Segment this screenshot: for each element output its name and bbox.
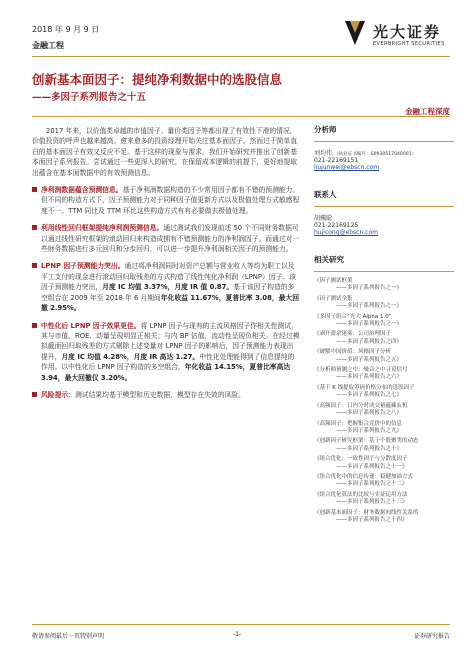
footer-divider [32,624,450,625]
related-item-title: 《破解中国价值：风格因子分析 [314,349,392,356]
bullet-item [32,390,300,400]
related-item-title: 《因子测试全集 [314,295,353,302]
sidebar-divider [314,141,454,142]
related-item[interactable] [314,474,454,489]
related-item-title: 《高频因子：日内分时成交量蕴藏玄机 [314,402,408,409]
related-item-series: ——多因子系列报告之十二》 [336,481,408,488]
footer-disclaimer: 敬请参阅最后一页特别声明 [32,633,105,640]
bullet-lead: 利用线性回归框架提纯净利润预测信息。 [41,224,164,233]
related-item-series: ——多因子系列报告之七》 [336,392,403,399]
related-item[interactable] [314,367,454,382]
related-item[interactable] [314,349,454,364]
bullet-text: 基于净利润数据构造的不少常用因子都有不错的预测能力。但不同的构造方式下，因子预测能力对于同种因子值更新方式以及极值处理方式敏感程度不一。TTM 同比及 TTM 环比这些构造方式有有必要做去极值处理。 [41,186,300,215]
related-item-series: ——多因子系列报告之九》 [336,427,403,434]
footer-label: 证券研究报告 [413,633,450,640]
related-item-series: ——多因子系列报告之十》 [336,445,403,452]
sidebar-divider [314,206,454,207]
related-item-title: 《创新因子研究框架：基于个股聚类的动态 [314,438,419,445]
related-item-title: 《多因子组合“光大 Alpha 1.0” [314,313,392,320]
bullet-highlight: 月度 IC 均值 3.37%，月度 IR 值 0.87。 [102,283,234,292]
related-item-title: 《分析师预测之中：噪音之中寻觅信号 [314,367,408,374]
bullet-lead: LPNP 因子预测能力突出。 [41,262,125,271]
bullet-item [32,261,300,313]
logo-mark-icon [341,19,369,47]
related-item-series: ——多因子系列报告之六》 [336,374,403,381]
analyst-section [314,124,454,171]
related-item[interactable] [314,403,454,418]
bullet-text: 通过测试我们发现前述 50 个不同财务数据可以通过线性研究框架的滚动回归来构造成拥有不错预测能力的净利润因子。而通过对一些财务数据进行多元回归和分步回归，可以进一步提升净利润相关因子的预测能力。 [41,224,300,254]
logo-text-en: EVERBRIGHT SECURITIES [373,41,445,47]
bullet-item [32,185,300,216]
title-divider [32,116,450,117]
contact-section [314,189,454,236]
related-item-title: 《剥开盈余迷雾：公司治理因子 [314,331,392,338]
related-item[interactable] [314,331,454,346]
bullet-text: 中性化处理能得到了信息提纯的作用。以中性化后 LPNP 因子构造的多空组合， [41,352,295,372]
related-item-series: ——多因子系列报告之八》 [336,410,403,417]
analyst-name: 刘均伟 [314,150,333,157]
related-item[interactable] [314,421,454,436]
bullet-highlight: 月度 IC 均值 4.28%，月度 IR 高达 1.27。 [61,352,200,361]
related-item-title: 《组合优化中的信息传递：稳健加油方式 [314,473,414,480]
contact-heading: 联系人 [314,190,337,199]
bullet-marker [32,392,37,397]
related-item-title: 《组合优化：一致性因子与分散度因子 [314,456,408,463]
related-item-title: 《基于 K 线提取筹码价格分布的选股因子 [314,384,415,391]
logo-text-cn: 光大证券 [373,23,442,41]
bullet-lead: 风险提示： [41,390,75,399]
report-title: 创新基本面因子：提纯净利数据中的选股信息 [32,72,283,87]
contact-name: 胡骥聪 [314,215,333,222]
sidebar-divider [314,271,454,272]
related-item[interactable] [314,492,454,507]
related-item-series: ——多因子系列报告之一》 [336,321,403,328]
sidebar [314,124,454,542]
related-list [314,278,454,524]
related-item-series: ——多因子系列报告之四》 [336,338,403,345]
report-category: 金融工程 [32,41,64,50]
analyst-email-link[interactable]: liujunwei@ebscn.com [314,164,380,171]
analyst-license: （执业证书编号：S0930517040001） [333,152,417,157]
contact-email-link[interactable]: hujicong@ebscn.com [314,229,378,236]
related-item-title: 《高频因子：把握集合竞价中的信息 [314,420,403,427]
report-date: 2018 年 9 月 9 日 [32,25,100,34]
analyst-phone: 021-22169151 [314,157,359,164]
analyst-info [314,148,454,157]
bullet-text: 测试结果均基于模型和历史数据，模型存在失效的风险。 [74,390,245,399]
related-heading: 相关研究 [314,255,344,264]
related-item[interactable] [314,456,454,471]
bullet-item [32,321,300,383]
page-number: -1- [233,631,242,638]
bullet-marker [32,263,37,268]
related-item-series: ——多因子系列报告之五》 [336,356,403,363]
report-tag: 金融工程深度 [405,107,450,116]
related-item-series: ——多因子系列报告之十三》 [336,499,408,506]
bullet-marker [32,323,37,328]
bullet-text: 通过将净利润同时对资产总额与营业收入等均为职工以及平工支付的现金进行滚动回归取残差的方式构造了线性纯化净利润（LPNP）因子。该因子预测能力突出， [41,262,296,292]
bullet-lead: 净利润数据蕴含预测信息。 [41,186,123,195]
related-section [314,254,454,524]
bullet-marker [32,187,37,192]
related-item[interactable] [314,296,454,311]
related-item[interactable] [314,438,454,453]
bullet-text: 基于该因子构造的多空组合在 2009 年至 2018 年 6 月期间 [41,283,295,302]
related-item-series: ——多因子系列报告之一》 [336,285,403,292]
bullet-item [32,223,300,254]
related-item-title: 《因子测试框架 [314,278,353,284]
related-item-series: ——多因子系列报告之一》 [336,303,403,310]
related-item[interactable] [314,314,454,329]
related-item-series: ——多因子系列报告之十一》 [336,463,408,470]
related-item-title: 《组合优化算法的比较与实证运用方法 [314,491,408,498]
related-item[interactable] [314,385,454,400]
related-item-series: ——多因子系列报告之十四》 [336,516,408,523]
bullet-lead: 中性化后 LPNP 因子效果更佳。 [41,321,141,330]
bullet-highlight: 年化收益 11.67%，夏普比率 3.08，最大回撤 2.95%。 [41,293,300,313]
related-item[interactable] [314,278,454,293]
intro-paragraph: 2017 年来，以价值类卓越的市值因子、量价类因子等都出现了有效性下滑的情况，价值投资的呼声也越来越高。愈来愈多的投资经理开始关注基本面因子。然而过于简单直白的基本面因子有效又反应不足。基于这样的现象与需求，我们开始研究并推出了创新基本面因子系列报告。尝试通过一些更深入的研究，在保留成本逻辑的前提下，更好地提取出蕴含在基本面数据中的有效预测信息。 [32,127,298,177]
bullet-highlight: 年化收益 14.15%，夏普比率高达 3.94，最大回撤仅 3.20%。 [41,363,291,382]
header-divider [32,56,450,57]
related-item[interactable] [314,510,454,525]
contact-phone: 021-22169125 [314,222,359,229]
bullet-marker [32,225,37,230]
report-subtitle: ——多因子系列报告之十五 [32,92,147,103]
analyst-heading: 分析师 [314,125,337,134]
company-logo [341,17,451,53]
related-item-title: 《创新基本面因子：财务数据间线性关系的 [314,509,419,516]
bullet-text: 将 LPNP 因子与现有的主流风格因子作相关性测试，其与市值、ROE、动量呈现明显正相关；与内 BP 估值、流动性呈现负相关。在经过模拟截面回归取残差的方式剔除上述变量对 LPNP 因子的影响后，因子预测能力表现出提升， [41,321,300,361]
summary-body [32,126,300,407]
